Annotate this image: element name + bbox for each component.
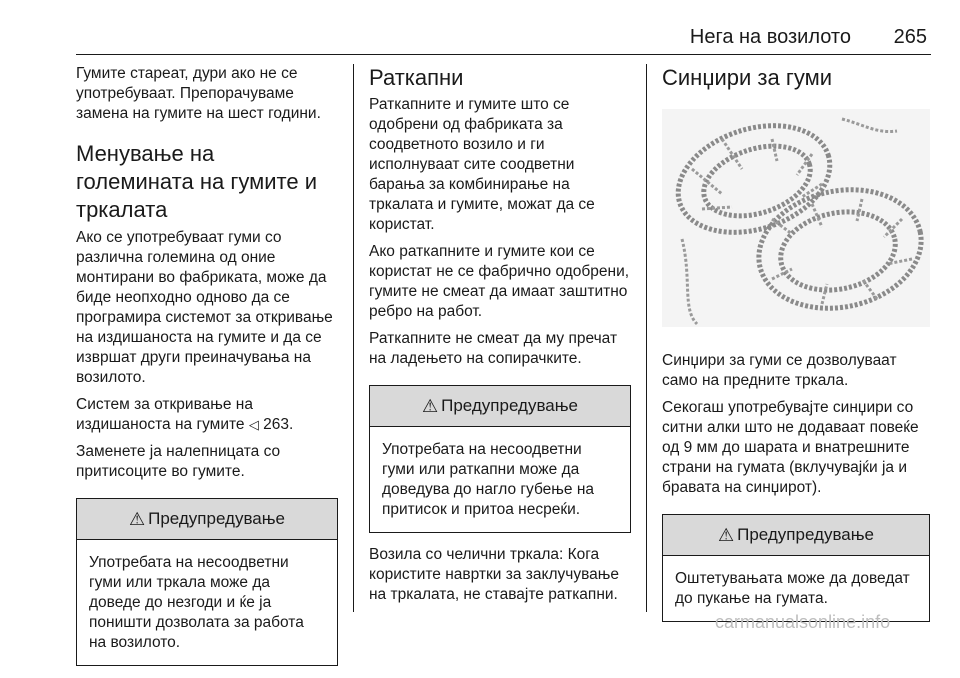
paragraph: Возила со челични тркала: Кога користите навртки за заклучување на тркалата, не ставајте раткапни. xyxy=(369,546,619,603)
paragraph: Раткапните и гумите што се одобрени од фабриката за соодветното возило и ги исполнуваат сите соодветни барања за комбинирање на тркалата и гумите, можат да се користат. xyxy=(369,96,595,233)
tire-chains-drawing xyxy=(662,109,930,327)
warning-title: Предупредување xyxy=(737,525,875,544)
warning-body xyxy=(370,427,630,532)
paragraph: Раткапните не смеат да му пречат на ладењето на сопирачките. xyxy=(369,330,618,367)
header-rule xyxy=(76,54,931,55)
warning-text: Оштетувањата може да доведат до пукање на гумата. xyxy=(675,570,910,607)
warning-text: Употребата на несоодветни гуми или раткапни може да доведува до нагло губење на притисок и притоа несреќи. xyxy=(382,441,594,518)
crossref-text: Систем за откривање на издишаноста на гумите xyxy=(76,396,253,433)
warning-triangle-icon: ⚠ xyxy=(421,395,439,416)
column-divider xyxy=(353,64,354,612)
warning-header xyxy=(663,515,929,556)
column-2 xyxy=(369,64,631,612)
warning-title: Предупредување xyxy=(441,396,579,415)
warning-header xyxy=(77,499,337,540)
warning-header xyxy=(370,386,630,427)
warning-box xyxy=(76,498,338,666)
section-heading-tire-chains: Синџири за гуми xyxy=(662,65,833,90)
section-title: Нега на возилото xyxy=(689,26,851,48)
column-1 xyxy=(76,64,338,678)
warning-title: Предупредување xyxy=(148,509,286,528)
warning-body xyxy=(77,540,337,665)
paragraph: Ако се употребуваат гуми со различна големина од оние монтирани во фабриката, може да биде неопходно одново да се програмира системот за откривање на издишаноста на гумите и да се извршат други преиначувања на возилото. xyxy=(76,229,333,386)
warning-box xyxy=(369,385,631,533)
watermark: carmanualsonline.info xyxy=(715,612,891,632)
paragraph: Синџири за гуми се дозволуваат само на предните тркала. xyxy=(662,352,897,389)
section-heading-tyre-size: Менување на големината на гумите и тркалата xyxy=(76,141,318,222)
paragraph-crossref xyxy=(76,395,338,435)
paragraph: Заменете ја налепницата со притисоците во гумите. xyxy=(76,443,281,480)
page-number: 265 xyxy=(893,26,927,48)
warning-triangle-icon: ⚠ xyxy=(717,524,735,545)
section-heading-hubcaps: Раткапни xyxy=(369,65,464,90)
intro-paragraph: Гумите стареат, дури ако не се употребуваат. Препорачуваме замена на гумите на шест години. xyxy=(76,65,321,122)
page-reference-link[interactable]: 263. xyxy=(263,416,294,433)
paragraph: Ако раткапните и гумите кои се користат не се фабрично одобрени, гумите не смеат да имаат заштитно ребро на работ. xyxy=(369,243,630,320)
warning-text: Употребата на несоодветни гуми или тркала може да доведе до незгоди и ќе ја поништи дозволата за работа на возилото. xyxy=(89,554,304,651)
warning-triangle-icon: ⚠ xyxy=(128,508,146,529)
paragraph: Секогаш употребувајте синџири со ситни алки што не додаваат повеќе од 9 мм до шарата и внатрешните страни на гумата (вклучувајќи ја и бравата на синџирот). xyxy=(662,399,919,496)
column-3 xyxy=(662,64,930,634)
tire-chains-illustration xyxy=(662,109,930,327)
warning-box xyxy=(662,514,930,622)
page-reference-arrow-icon: ◁ xyxy=(248,417,259,432)
page-header xyxy=(76,24,931,54)
column-divider xyxy=(646,64,647,612)
